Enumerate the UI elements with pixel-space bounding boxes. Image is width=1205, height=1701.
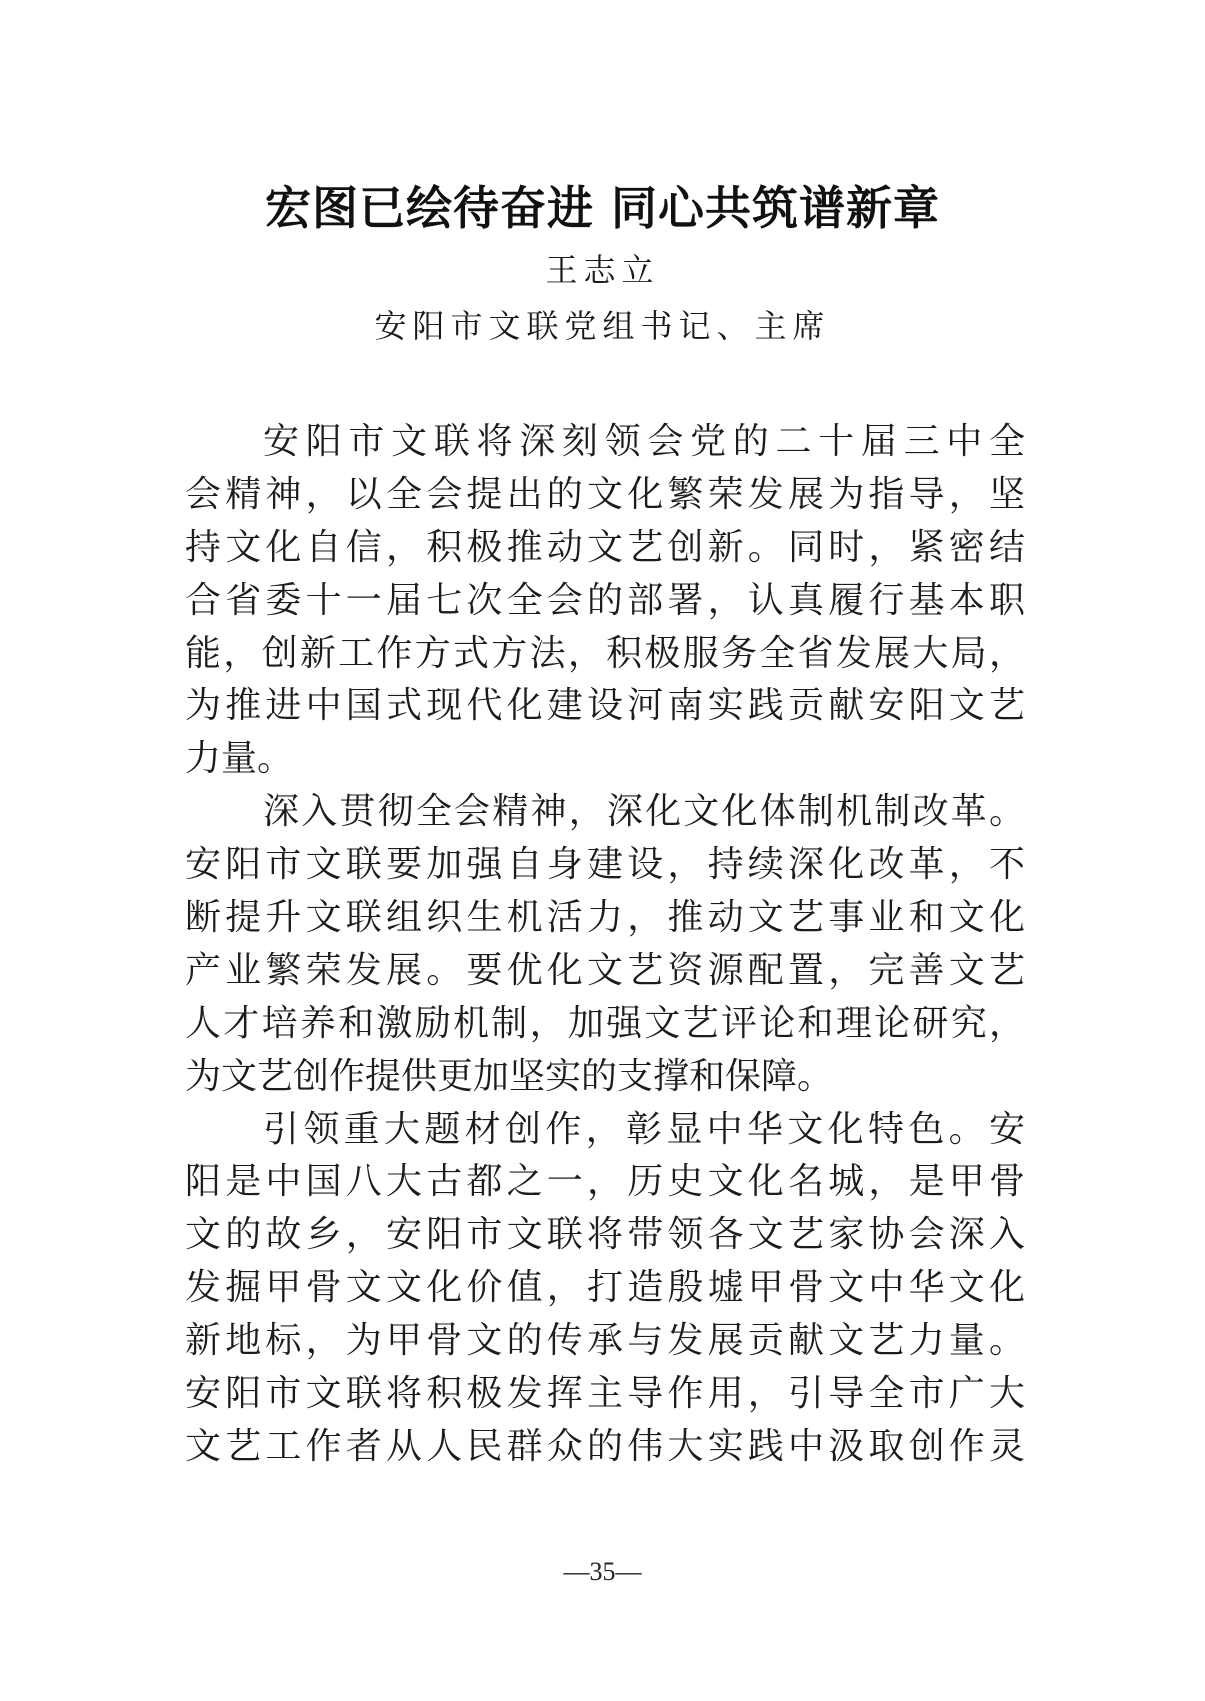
paragraph-3-line: 新地标，为甲骨文的传承与发展贡献文艺力量。 bbox=[185, 1320, 1025, 1362]
paragraph-3-line: 阳是中国八大古都之一，历史文化名城，是甲骨 bbox=[185, 1161, 1025, 1203]
paragraph-1-line: 能，创新工作方式方法，积极服务全省发展大局， bbox=[185, 632, 1025, 674]
paragraph-3-line: 安阳市文联将积极发挥主导作用，引导全市广大 bbox=[185, 1373, 1025, 1415]
paragraph-1-line: 合省委十一届七次全会的部署，认真履行基本职 bbox=[185, 579, 1025, 621]
paragraph-1-line: 力量。 bbox=[185, 738, 294, 780]
article-body bbox=[185, 416, 1025, 1474]
article-author: 王志立 bbox=[545, 251, 660, 289]
paragraph-2-line: 深入贯彻全会精神，深化文化体制机制改革。 bbox=[263, 791, 1025, 833]
paragraph-1-line: 会精神，以全会提出的文化繁荣发展为指导，坚 bbox=[185, 473, 1025, 515]
paragraph-1-line: 持文化自信，积极推动文艺创新。同时，紧密结 bbox=[185, 526, 1025, 568]
paragraph-3-line: 引领重大题材创作，彰显中华文化特色。安 bbox=[263, 1108, 1025, 1150]
paragraph-2-line: 人才培养和激励机制，加强文艺评论和理论研究， bbox=[185, 1002, 1025, 1044]
author-affiliation: 安阳市文联党组书记、主席 bbox=[374, 307, 831, 345]
paragraph-2-line: 为文艺创作提供更加坚实的支撑和保障。 bbox=[185, 1055, 834, 1097]
paragraph-1-line: 为推进中国式现代化建设河南实践贡献安阳文艺 bbox=[185, 685, 1025, 727]
paragraph-3-line: 文艺工作者从人民群众的伟大实践中汲取创作灵 bbox=[185, 1425, 1025, 1467]
paragraph-1-line: 安阳市文联将深刻领会党的二十届三中全 bbox=[263, 421, 1025, 462]
paragraph-3-line: 文的故乡，安阳市文联将带领各文艺家协会深入 bbox=[185, 1214, 1025, 1256]
paragraph-3-line: 发掘甲骨文文化价值，打造殷墟甲骨文中华文化 bbox=[185, 1267, 1025, 1309]
paragraph-2-line: 安阳市文联要加强自身建设，持续深化改革，不 bbox=[185, 844, 1025, 886]
paragraph-2-line: 断提升文联组织生机活力，推动文艺事业和文化 bbox=[185, 897, 1025, 939]
paragraph-2-line: 产业繁荣发展。要优化文艺资源配置，完善文艺 bbox=[185, 949, 1025, 991]
page-number: —35— bbox=[563, 1557, 642, 1586]
article-title: 宏图已绘待奋进 同心共筑谱新章 bbox=[264, 181, 940, 235]
